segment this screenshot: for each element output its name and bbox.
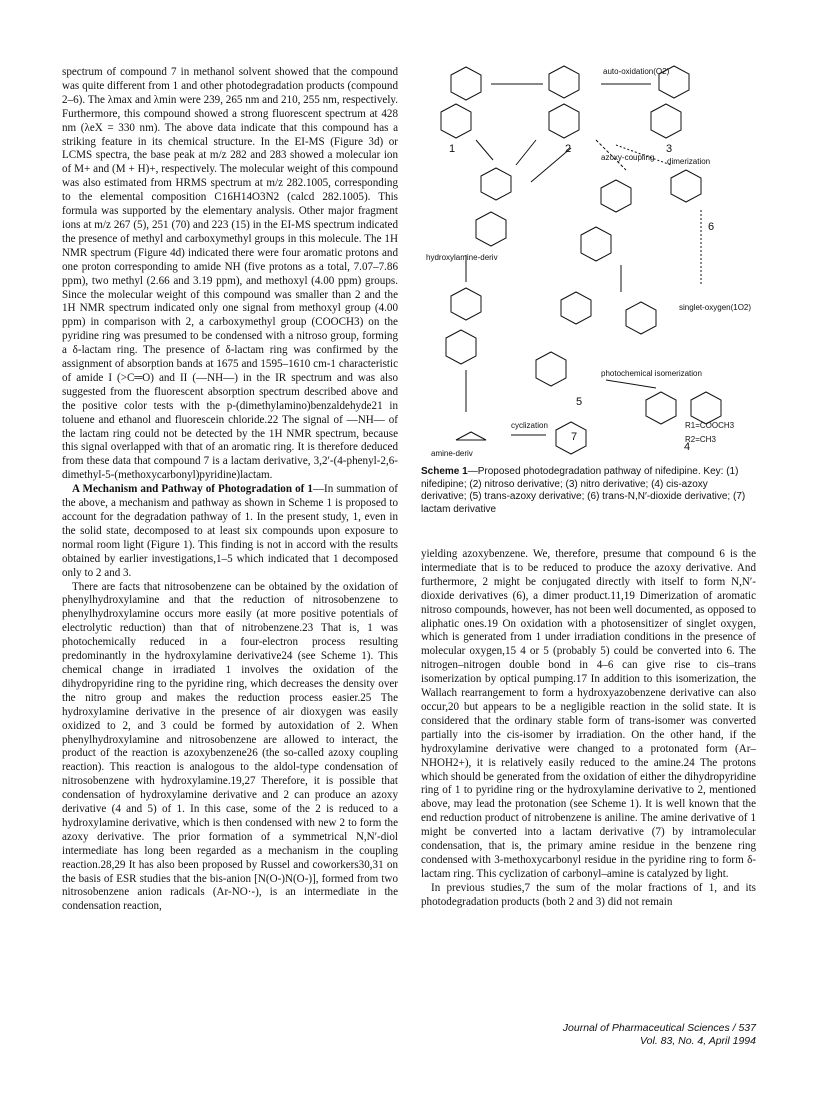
svg-text:4: 4 <box>684 441 691 453</box>
svg-text:7: 7 <box>571 431 578 443</box>
volume-line: Vol. 83, No. 4, April 1994 <box>640 1035 756 1047</box>
right-column <box>421 548 756 910</box>
caption-text: —Proposed photodegradation pathway of nifedipine. Key: (1) nifedipine; (2) nitroso derivative; (3) nitro derivative; (4) cis-azoxy derivative; (5) trans-azoxy derivative; (6) trans-N,N′-dioxide derivative; (7) lactam derivative <box>421 466 746 515</box>
paragraph: There are facts that nitrosobenzene can be obtained by the oxidation of phenylhydroxylamine and that the reduction of nitrosobenzene to phenylhydroxylamine occurs more easily (at more positive potentials of electrolytic reduction) than that of nitrobenzene.23 That is, 1 was photochemically reduced in a four-electron process resulting predominantly in the hydroxylamine derivative24 (see Scheme 1). This chemical change in irradiated 1 involves the oxidation of the dihydropyridine ring to the pyridine ring, which decreases the density over the nitro group and makes the reduction process easier.25 The hydroxylamine derivative in the presence of air dioxygen was easily oxidized to 2, and 3 could be formed by autoxidation of 2. When phenylhydroxylamine and nitrosobenzene are allowed to interact, the product of the reaction is azoxybenzene26 (the so-called azoxy coupling reaction). This reaction is analogous to the aldol-type condensation of nitrosobenzene with hydroxylamine.19,27 Therefore, it is possible that condensation of hydroxylamine derivative and 2 can produce an azoxy derivative (4 and 5) of 1. In this case, some of the 2 is reduced to a hydroxylamine derivative, which is then condensed with new 2 to form the azoxy derivative. The prior formation of a symmetrical N,N′-diol intermediate has long been regarded as a mechanism in the coupling reaction.28,29 It has also been proposed by Russel and coworkers30,31 on the basis of ESR studies that the bis-anion [N(O-)N(O-)], formed from two nitrosobenzene anion radicals (Ar-NO·-), is an intermediate in the condensation reaction, <box>62 580 398 913</box>
r2-label: R2=CH3 <box>685 435 716 444</box>
hydroxylamine-label: hydroxylamine-deriv <box>426 253 498 262</box>
svg-text:1: 1 <box>449 143 456 155</box>
autoxidation-label: auto-oxidation(O2) <box>603 67 670 76</box>
svg-text:6: 6 <box>708 221 715 233</box>
azoxy-coupling-label: azoxy-coupling <box>601 153 655 162</box>
photochemical-label: photochemical isomerization <box>601 369 702 378</box>
cyclization-label: cyclization <box>511 421 548 430</box>
caption-title: Scheme 1 <box>421 466 468 477</box>
journal-line: Journal of Pharmaceutical Sciences / 537 <box>562 1022 756 1034</box>
reaction-scheme <box>421 60 756 460</box>
r1-label: R1=COOCH3 <box>685 421 735 430</box>
paragraph: yielding azoxybenzene. We, therefore, presume that compound 6 is the intermediate that is to be reduced to produce the azoxy derivative. And furthermore, 2 might be conjugated directly with itself to form N,N′-dioxide derivatives (6), a dimer product.11,19 Dimerization of aromatic nitroso compounds, however, has not been well documented, as opposed to aliphatic ones.19 On oxidation with a photosensitizer of singlet oxygen, which is generated from 1 under irradiation conditions in the presence of molecular oxygen,15 4 or 5 (probably 5) could be converted into 6. The nitrogen–nitrogen double bond in 4–6 can give rise to cis–trans isomerization by optical pumping.17 In addition to this isomerization, the Wallach rearrangement to form a hydroxyazobenzene derivative can also occur,20 but appears to be a negligible reaction in the solid state. It is considered that the ordinary stable form of trans-isomer was converted partially into the cis-isomer by irradiation. On the other hand, if the hydroxylamine derivative were changed to a protonated form (Ar–NHOH2+), it is relatively easily reduced to the amine.24 The protons which should be generated from the oxidation of either the dihydropyridine ring of 1 to pyridine ring or the hydroxylamine derivative to 2, mentioned above, may lead the protonation (see Scheme 1). It is well known that the end reduction product of nitrobenzene is aniline. The amine derivative of 1 might be converted into a lactam derivative (7) by intramolecular condensation, that is, the primary amine residue in the benzene ring condensed with 3-methoxycarbonyl residue in the pyridine ring to form δ-lactam ring. This cyclization of carbonyl–amine is catalyzed by light. <box>421 548 756 880</box>
svg-text:5: 5 <box>576 396 583 408</box>
page-footer <box>540 1022 756 1048</box>
dimerization-label: dimerization <box>667 157 711 166</box>
paragraph: In previous studies,7 the sum of the molar fractions of 1, and its photodegradation products (both 2 and 3) did not remain <box>421 881 756 908</box>
section-heading: A Mechanism and Pathway of Photogradation of 1 <box>72 483 313 496</box>
paragraph <box>62 483 398 580</box>
scheme-diagram <box>421 60 756 460</box>
svg-text:2: 2 <box>565 143 572 155</box>
scheme-caption <box>421 466 756 516</box>
paragraph-text: —In summation of the above, a mechanism and pathway as shown in Scheme 1 is proposed to account for the degradation pathway of 1. In the present study, 1, even in the solid state, decomposed to at least six compounds upon exposure to normal room light (Figure 1). This finding is not in accord with the results obtained by earlier investigations,1–5 which indicated that 1 decomposed only to 2 and 3. <box>62 483 398 579</box>
left-column <box>62 66 398 914</box>
svg-text:3: 3 <box>666 143 673 155</box>
amine-label: amine-deriv <box>431 449 473 458</box>
paragraph: spectrum of compound 7 in methanol solvent showed that the compound was quite different from 1 and other photodegradation products (compound 2–6). The λmax and λmin were 239, 265 nm and 210, 255 nm, respectively. Furthermore, this compound showed a strong fluorescent spectrum at 428 nm (λeX = 330 nm). The above data indicate that this compound has a striking feature in its chemical structure. In the EI-MS (Figure 3d) or LCMS spectra, the base peak at m/z 282 and 283 showed a molecular ion of M+ and (M + H)+, respectively. The molecular weight of this compound was also estimated from HRMS spectrum at m/z 282.1005, corresponding to the elemental composition C16H14O3N2 (calcd 282.1005). This formula was supported by the elementary analysis. Other major fragment ions at m/z 267 (5), 251 (70) and 223 (15) in the EI-MS spectrum indicated the presence of methyl and carboxymethyl groups in this molecule. The 1H NMR spectrum (Figure 4d) indicated there were four aromatic protons and one proton corresponding to amide NH (five protons as a total, 7.07–7.86 ppm), two methyl (2.66 and 3.19 ppm), and methoxyl (4.00 ppm) groups. Since the molecular weight of this compound was smaller than 2 and the 1H NMR spectrum indicated only one signal from methoxyl group (4.00 ppm) in comparison with 2, a carboxymethyl group (COOCH3) on the pyridine ring was presumed to be condensed with a nitroso group, forming a δ-lactam ring. The presence of δ-lactam ring was confirmed by the assignment of absorption bands at 1675 and 1595–1610 cm-1 characteristic of amide I (>C═O) and II (—NH—) in the IR spectrum and was also suggested from the fluorescent absorption spectrum described above and the positive color tests with the p-(dimethylamino)benzaldehyde21 in toluene and ethanol and fluorescein chloride.22 The signal of —NH— of the lactam ring could not be detected by the 1H NMR spectrum, because this signal overlapped with that of an aromatic ring. It is therefore deduced from these data that compound 7 is a lactam derivative, 3,2′-(4-phenyl-2,6-dimethyl-5-(methoxycarbonyl)pyridine)lactam. <box>62 66 398 482</box>
singlet-oxygen-label: singlet-oxygen(1O2) <box>679 303 752 312</box>
